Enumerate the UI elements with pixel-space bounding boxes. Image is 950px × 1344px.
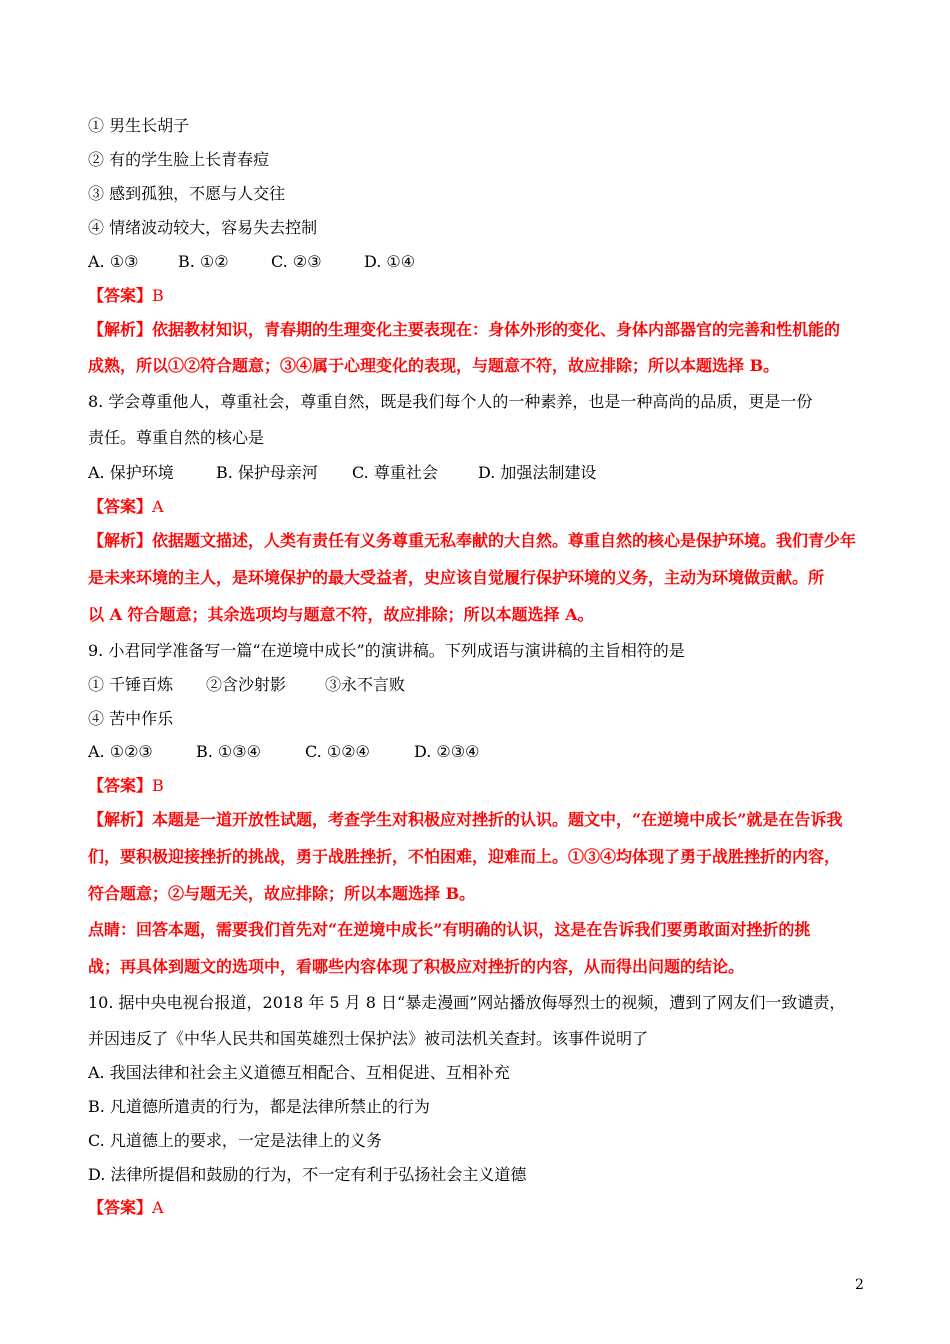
q10-option-c: C. 凡道德上的要求，一定是法律上的义务 (88, 1131, 382, 1150)
q9-answer-value: B (152, 776, 164, 795)
q10-stem-line-2: 并因违反了《中华人民共和国英雄烈士保护法》被司法机关查封。该事件说明了 (88, 1029, 649, 1048)
q9-items-row-1 (88, 675, 405, 695)
q8-option-b: B. 保护母亲河 (216, 463, 318, 482)
q10-stem-line-1: 10. 据中央电视台报道，2018 年 5 月 8 日“暴走漫画”网站播放侮辱烈士的视频，遭到了网友们一致谴责， (88, 993, 846, 1012)
q7-option-c: C. ②③ (271, 252, 322, 271)
q9-options (88, 742, 479, 762)
q7-item-1: ① 男生长胡子 (88, 116, 190, 135)
q8-option-d: D. 加强法制建设 (478, 463, 597, 482)
q7-answer-value: B (152, 286, 164, 305)
q8-analysis-line-2: 是未来环境的主人，是环境保护的最大受益者，史应该自觉履行保护环境的义务，主动为环境做贡献。所 (88, 568, 825, 587)
q9-analysis-line-1: 【解析】本题是一道开放性试题，考查学生对积极应对挫折的认识。题文中，“在逆境中成长”就是在告诉我 (88, 810, 843, 829)
q10-option-a: A. 我国法律和社会主义道德互相配合、互相促进、互相补充 (88, 1063, 510, 1082)
q9-dianjing-line-1: 点睛：回答本题，需要我们首先对“在逆境中成长”有明确的认识，这是在告诉我们要勇敢面对挫折的挑 (88, 920, 811, 939)
q10-option-d: D. 法律所提倡和鼓励的行为，不一定有利于弘扬社会主义道德 (88, 1165, 527, 1184)
q8-options (88, 463, 596, 483)
q7-item-2: ② 有的学生脸上长青春痘 (88, 150, 270, 169)
q7-item-4: ④ 情绪波动较大，容易失去控制 (88, 218, 318, 237)
q9-answer-label: 【答案】 (88, 776, 153, 795)
q8-answer (88, 497, 164, 517)
q7-item-3: ③ 感到孤独，不愿与人交往 (88, 184, 286, 203)
q8-option-c: C. 尊重社会 (352, 463, 438, 482)
q8-analysis-line-3: 以 A 符合题意；其余选项均与题意不符，故应排除；所以本题选择 A。 (88, 605, 594, 624)
q7-option-b: B. ①② (178, 252, 229, 271)
q8-answer-label: 【答案】 (88, 497, 153, 516)
q10-option-b: B. 凡道德所遣责的行为，都是法律所禁止的行为 (88, 1097, 430, 1116)
q8-analysis-line-1: 【解析】依据题文描述，人类有责任有义务尊重无私奉献的大自然。尊重自然的核心是保护环境。我们青少年 (88, 531, 857, 550)
q9-option-b: B. ①③④ (196, 742, 261, 761)
q7-option-a: A. ①③ (88, 252, 139, 271)
q9-item-3: ③永不言败 (325, 675, 406, 694)
q7-analysis-line-2: 成熟，所以①②符合题意；③④属于心理变化的表现，与题意不符，故应排除；所以本题选择 B。 (88, 356, 780, 375)
q8-stem-line-1: 8. 学会尊重他人，尊重社会，尊重自然，既是我们每个人的一种素养，也是一种高尚的品质，更是一份 (88, 392, 813, 411)
q9-option-c: C. ①②④ (305, 742, 370, 761)
q10-answer-value: A (152, 1198, 164, 1217)
q8-answer-value: A (152, 497, 164, 516)
q7-option-d: D. ①④ (364, 252, 416, 271)
q9-dianjing-line-2: 战；再具体到题文的选项中，看哪些内容体现了积极应对挫折的内容，从而得出问题的结论。 (88, 957, 745, 976)
q9-item-2: ②含沙射影 (206, 675, 287, 694)
q8-stem-line-2: 责任。尊重自然的核心是 (88, 428, 265, 447)
q9-option-a: A. ①②③ (88, 742, 153, 761)
q10-answer-label: 【答案】 (88, 1198, 153, 1217)
q9-analysis-line-2: 们，要积极迎接挫折的挑战，勇于战胜挫折，不怕困难，迎难而上。①③④均体现了勇于战胜挫折的内容， (88, 847, 841, 866)
q9-item-4: ④ 苦中作乐 (88, 709, 174, 728)
q10-answer (88, 1198, 164, 1218)
q7-answer-label: 【答案】 (88, 286, 153, 305)
q9-option-d: D. ②③④ (414, 742, 480, 761)
q7-answer (88, 286, 164, 306)
q9-analysis-line-3: 符合题意；②与题无关，故应排除；所以本题选择 B。 (88, 884, 476, 903)
q7-options (88, 252, 415, 272)
q8-option-a: A. 保护环境 (88, 463, 174, 482)
q9-item-1: ① 千锤百炼 (88, 675, 174, 694)
q9-stem: 9. 小君同学准备写一篇“在逆境中成长”的演讲稿。下列成语与演讲稿的主旨相符的是 (88, 641, 685, 660)
q9-answer (88, 776, 164, 796)
q7-analysis-line-1: 【解析】依据教材知识，青春期的生理变化主要表现在：身体外形的变化、身体内部器官的完善和性机能的 (88, 320, 841, 339)
page-number: 2 (855, 1277, 864, 1293)
